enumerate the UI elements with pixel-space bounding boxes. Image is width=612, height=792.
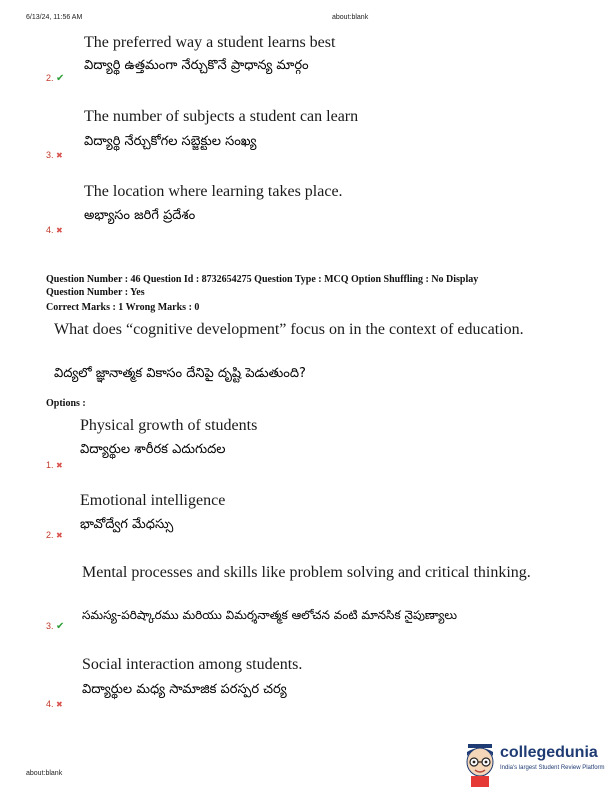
option-1-en: Physical growth of students	[80, 417, 258, 434]
option-3-te: సమస్య-పరిష్కారము మరియు విమర్శనాత్మక ఆలోచన వంటి మానసిక నైపుణ్యాలు	[82, 608, 458, 622]
question-text-en: What does “cognitive development” focus on in the context of education.	[54, 321, 524, 338]
cross-icon: ✖	[56, 151, 63, 160]
option-4-en: Social interaction among students.	[82, 656, 303, 673]
prev-option-4-te: అభ్యాసం జరిగే ప్రదేశం	[84, 208, 196, 223]
cross-icon: ✖	[56, 461, 63, 470]
prev-option-3-en: The number of subjects a student can learn	[84, 108, 359, 125]
option-1-number: 1. ✖	[46, 460, 63, 470]
collegedunia-logo	[462, 742, 612, 792]
question-meta-line-1: Question Number : 46 Question Id : 8732654275 Question Type : MCQ Option Shuffling : No Display	[46, 274, 479, 285]
footer-url: about:blank	[26, 770, 63, 777]
check-icon: ✔	[56, 621, 65, 632]
option-3-en: Mental processes and skills like problem solving and critical thinking.	[82, 564, 531, 581]
cross-icon: ✖	[56, 531, 63, 540]
question-marks: Correct Marks : 1 Wrong Marks : 0	[46, 302, 200, 313]
prev-option-3-te: విద్యార్థి నేర్చుకోగల సబ్జెక్టుల సంఖ్య	[84, 134, 257, 149]
logo-tagline: India's largest Student Review Platform	[500, 765, 605, 771]
option-1-te: విద్యార్థుల శారీరక ఎదుగుదల	[80, 442, 226, 457]
logo-name: collegedunia	[500, 744, 598, 761]
mascot-icon	[462, 742, 498, 788]
prev-option-2-en: The preferred way a student learns best	[84, 34, 336, 51]
cross-icon: ✖	[56, 700, 63, 709]
prev-option-3-number: 3. ✖	[46, 150, 63, 160]
question-text-te: విద్యలో జ్ఞానాత్మక వికాసం దేనిపై దృష్టి పెడుతుంది?	[54, 366, 306, 381]
prev-option-4-en: The location where learning takes place.	[84, 183, 343, 200]
print-url: about:blank	[332, 14, 369, 21]
options-label: Options :	[46, 398, 86, 409]
prev-option-2-number: 2. ✔	[46, 73, 65, 84]
option-2-number: 2. ✖	[46, 530, 63, 540]
print-timestamp: 6/13/24, 11:56 AM	[26, 14, 83, 21]
option-4-number: 4. ✖	[46, 699, 63, 709]
cross-icon: ✖	[56, 226, 63, 235]
prev-option-2-te: విద్యార్థి ఉత్తమంగా నేర్చుకొనే ప్రాధాన్య మార్గం	[84, 58, 309, 73]
question-meta-line-2: Question Number : Yes	[46, 287, 145, 298]
option-3-number: 3. ✔	[46, 621, 65, 632]
check-icon: ✔	[56, 73, 65, 84]
option-2-en: Emotional intelligence	[80, 492, 226, 509]
prev-option-4-number: 4. ✖	[46, 225, 63, 235]
option-4-te: విద్యార్థుల మధ్య సామాజిక పరస్పర చర్య	[82, 682, 287, 697]
option-2-te: భావోద్వేగ మేధస్సు	[80, 517, 174, 532]
